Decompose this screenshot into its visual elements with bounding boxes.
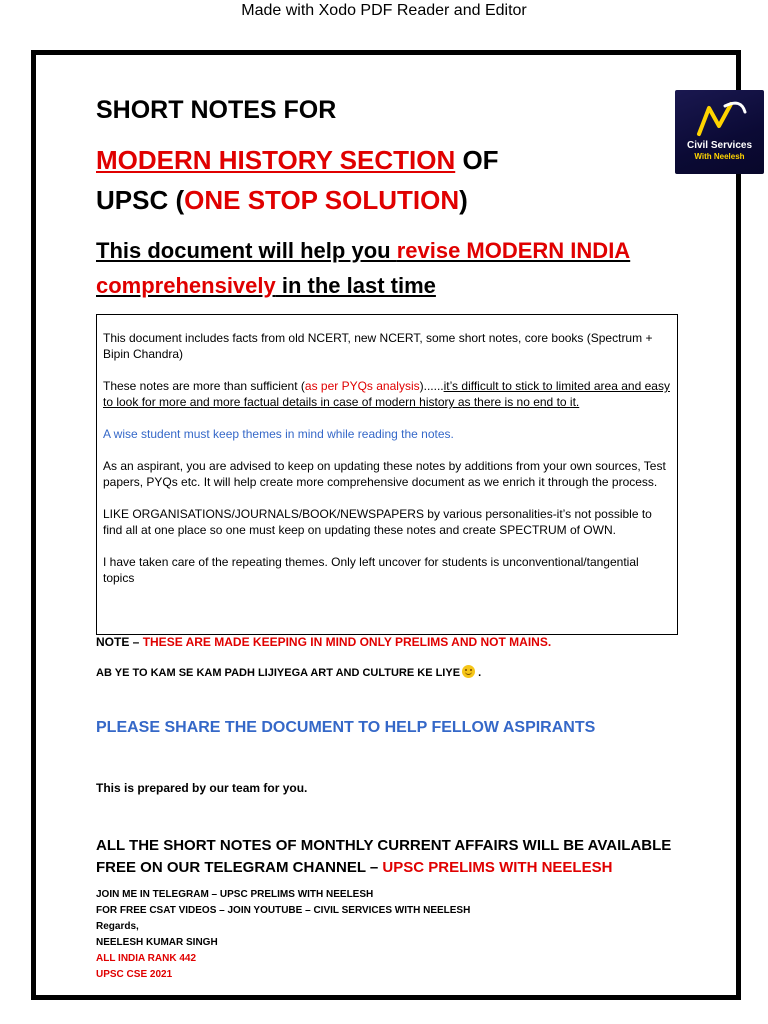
box-paragraph-6: I have taken care of the repeating themes. Only left uncover for students is unconventional/tangential topics — [103, 555, 639, 585]
box-p2-b: )...... — [419, 379, 444, 393]
footer-author: NEELESH KUMAR SINGH — [96, 937, 218, 948]
footer-rank: ALL INDIA RANK 442 — [96, 953, 197, 964]
watermark: Made with Xodo PDF Reader and Editor — [241, 2, 527, 19]
footer-telegram: JOIN ME IN TELEGRAM – UPSC PRELIMS WITH NEELESH — [96, 889, 374, 900]
logo-swoosh-icon — [675, 90, 764, 174]
note-label: NOTE – — [96, 635, 143, 649]
title-line-3 — [96, 185, 468, 216]
box-p2-red: as per PYQs analysis — [304, 379, 420, 393]
note-red: THESE ARE MADE KEEPING IN MIND ONLY PRELIMS AND NOT MAINS. — [142, 635, 552, 649]
smile-emoji-icon — [462, 665, 475, 678]
box-paragraph-4: As an aspirant, you are advised to keep on updating these notes by additions from your own sources, Test papers, PYQs etc. It will help create more comprehensive document as we enrich it through the process. — [103, 459, 666, 489]
art-culture-end: . — [475, 667, 482, 679]
logo-text-2: With Neelesh — [694, 152, 745, 161]
title-modern-history: MODERN HISTORY SECTION — [96, 145, 456, 175]
footer-youtube: FOR FREE CSAT VIDEOS – JOIN YOUTUBE – CIVIL SERVICES WITH NEELESH — [96, 905, 471, 916]
footer-exam: UPSC CSE 2021 — [96, 969, 173, 980]
title-of: OF — [455, 145, 499, 175]
title-upsc: UPSC ( — [96, 185, 185, 215]
telegram-channel-name: UPSC PRELIMS WITH NEELESH — [382, 859, 613, 876]
headline-red: revise MODERN INDIA comprehensively — [96, 238, 631, 298]
civil-services-logo — [675, 90, 764, 174]
box-p2-a: These notes are more than sufficient ( — [103, 379, 305, 393]
footer-block — [96, 887, 470, 983]
box-paragraph-5: LIKE ORGANISATIONS/JOURNALS/BOOK/NEWSPAPERS by various personalities-it’s not possible to find all at one place so one must keep on updating these notes and create SPECTRUM of OWN. — [103, 507, 652, 537]
box-paragraph-1: This document includes facts from old NCERT, new NCERT, some short notes, core books (Spectrum + Bipin Chandra) — [103, 331, 653, 361]
title-one-stop: ONE STOP SOLUTION — [184, 185, 460, 215]
headline-part-b: in the last time — [275, 273, 436, 298]
info-box — [96, 314, 678, 635]
art-culture-line — [96, 665, 481, 679]
note-line — [96, 635, 551, 649]
footer-regards: Regards, — [96, 921, 139, 932]
current-affairs-text: ALL THE SHORT NOTES OF MONTHLY CURRENT AFFAIRS WILL BE AVAILABLE FREE ON OUR TELEGRAM CHANNEL – — [96, 837, 672, 876]
share-line: PLEASE SHARE THE DOCUMENT TO HELP FELLOW ASPIRANTS — [96, 719, 596, 736]
box-paragraph-3: A wise student must keep themes in mind while reading the notes. — [103, 427, 454, 441]
title-paren: ) — [459, 185, 468, 215]
headline-part-a: This document will help you — [96, 238, 397, 263]
current-affairs-line — [96, 835, 696, 879]
box-p2-underlined: it’s difficult to stick to limited area and easy to look for more and more factual details in case of modern history as there is no end to it. — [103, 379, 670, 409]
box-paragraph-2 — [103, 378, 671, 410]
logo-text-1: Civil Services — [686, 140, 753, 151]
page-frame — [31, 50, 753, 1000]
prepared-line: This is prepared by our team for you. — [96, 781, 308, 795]
title-line-2 — [96, 145, 499, 176]
art-culture-text: AB YE TO KAM SE KAM PADH LIJIYEGA ART AND CULTURE KE LIYE — [96, 667, 461, 679]
title-line-1: SHORT NOTES FOR — [96, 96, 337, 124]
headline — [96, 233, 696, 303]
